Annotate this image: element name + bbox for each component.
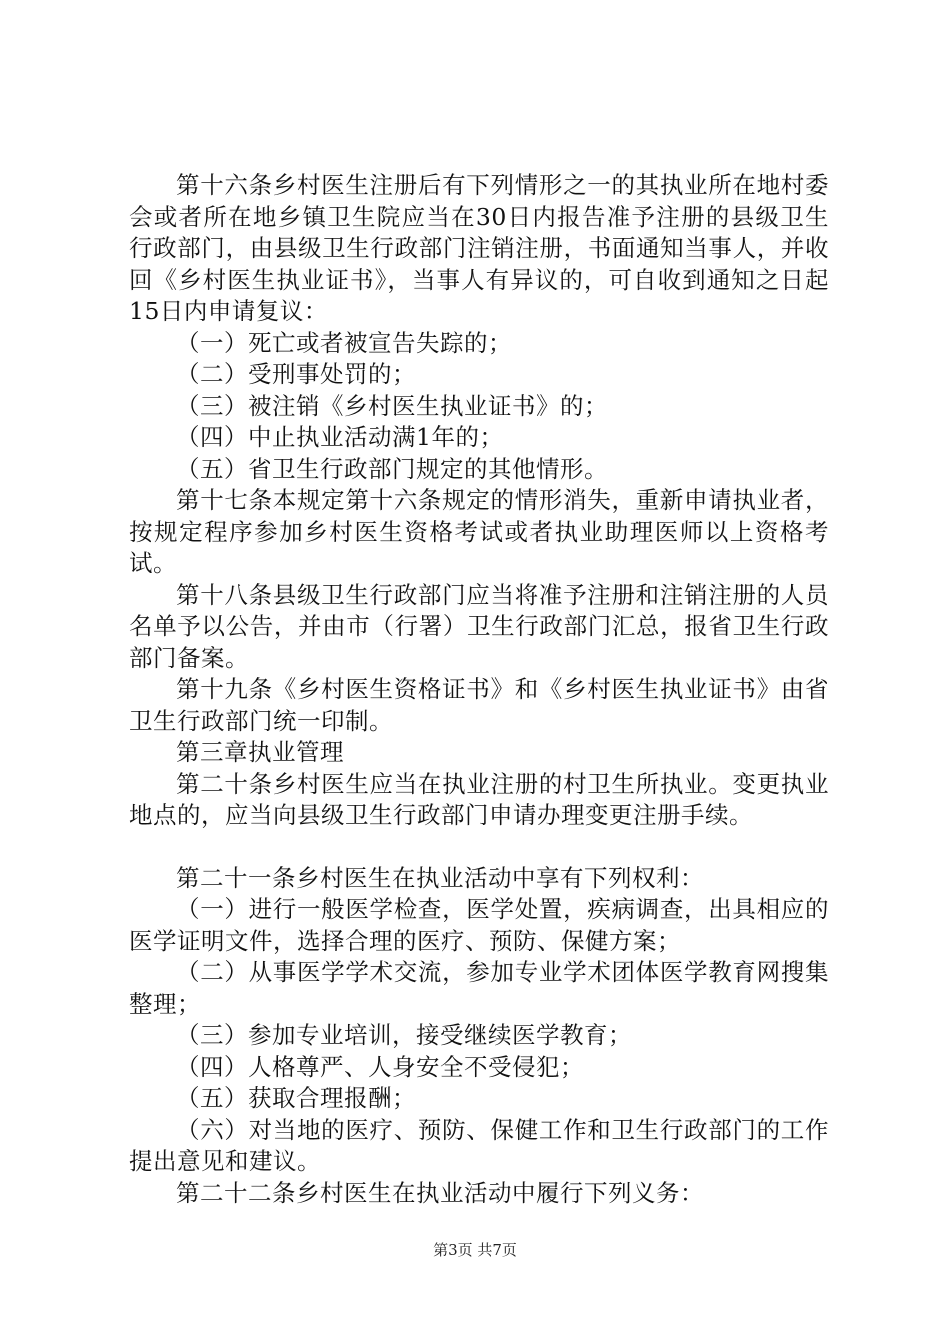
article-21-item-3: （三）参加专业培训，接受继续医学教育； bbox=[176, 1021, 632, 1049]
blank-line bbox=[129, 832, 829, 863]
article-16-item-1: （一）死亡或者被宣告失踪的； bbox=[176, 328, 512, 357]
chapter-3-heading: 第三章执业管理 bbox=[176, 738, 344, 766]
article-21: 第二十一条乡村医生在执业活动中享有下列权利： bbox=[176, 863, 704, 892]
article-16-item-3: （三）被注销《乡村医生执业证书》的； bbox=[176, 391, 608, 420]
article-16-item-2: （二）受刑事处罚的； bbox=[176, 360, 416, 388]
document-body bbox=[129, 170, 829, 1209]
article-19: 第十九条《乡村医生资格证书》和《乡村医生执业证书》由省卫生行政部门统一印制。 bbox=[129, 675, 829, 735]
article-21-item-5: （五）获取合理报酬； bbox=[176, 1084, 416, 1112]
article-16-item-4: （四）中止执业活动满1年的； bbox=[176, 423, 504, 451]
article-18: 第十八条县级卫生行政部门应当将准予注册和注销注册的人员名单予以公告，并由市（行署）卫生行政部门汇总，报省卫生行政部门备案。 bbox=[129, 580, 829, 672]
article-21-item-4: （四）人格尊严、人身安全不受侵犯； bbox=[176, 1052, 584, 1081]
article-21-item-6: （六）对当地的医疗、预防、保健工作和卫生行政部门的工作提出意见和建议。 bbox=[129, 1115, 829, 1175]
article-16: 第十六条乡村医生注册后有下列情形之一的其执业所在地村委会或者所在地乡镇卫生院应当在30日内报告准予注册的县级卫生行政部门，由县级卫生行政部门注销注册，书面通知当事人，并收回《乡村医生执业证书》，当事人有异议的，可自收到通知之日起15日内申请复议： bbox=[129, 171, 829, 325]
article-16-item-5: （五）省卫生行政部门规定的其他情形。 bbox=[176, 454, 608, 483]
article-17: 第十七条本规定第十六条规定的情形消失，重新申请执业者，按规定程序参加乡村医生资格考试或者执业助理医师以上资格考试。 bbox=[129, 486, 829, 577]
article-22: 第二十二条乡村医生在执业活动中履行下列义务： bbox=[176, 1178, 704, 1207]
page-number-footer: 第3页 共7页 bbox=[433, 1241, 517, 1259]
article-21-item-1: （一）进行一般医学检查，医学处置，疾病调查，出具相应的医学证明文件，选择合理的医疗、预防、保健方案； bbox=[129, 895, 829, 955]
article-21-item-2: （二）从事医学学术交流，参加专业学术团体医学教育网搜集整理； bbox=[129, 958, 829, 1018]
article-20: 第二十条乡村医生应当在执业注册的村卫生所执业。变更执业地点的，应当向县级卫生行政部门申请办理变更注册手续。 bbox=[129, 769, 829, 829]
